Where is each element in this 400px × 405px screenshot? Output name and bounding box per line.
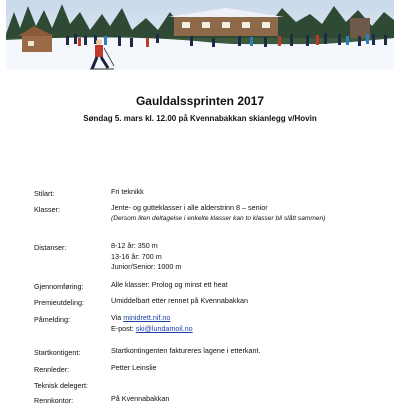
- label-klasser: Klasser:: [34, 205, 60, 214]
- value-gjennomforing: Alle klasser: Prolog og minst ett heat: [111, 280, 228, 289]
- email-prefix: E-post:: [111, 323, 136, 333]
- via-prefix: Via: [111, 313, 124, 322]
- klasser-text: Jente- og gutteklasser i alle alderstrinn 8 – senior: [111, 203, 268, 212]
- document-title: Gauldalssprinten 2017: [135, 94, 265, 108]
- label-rennleder: Rennleder:: [34, 365, 70, 374]
- ski-race-photo: [6, 0, 394, 70]
- label-premieutdeling: Premieutdeling:: [34, 298, 84, 307]
- value-pamelding: [111, 313, 193, 334]
- label-teknisk-delegert: Teknisk delegert:: [34, 381, 88, 390]
- distanse-line: 8-12 år: 350 m: [111, 241, 158, 250]
- label-stilart: Stilart:: [34, 189, 55, 198]
- label-rennkontor: Rennkontor:: [34, 396, 74, 405]
- value-rennleder: Petter Leinslie: [111, 363, 157, 372]
- label-distanser: Distanser:: [34, 243, 67, 252]
- distanse-line: 13-16 år: 700 m: [111, 251, 162, 261]
- label-gjennomforing: Gjennomføring:: [34, 282, 84, 291]
- email-link[interactable]: ski@lundamoil.no: [135, 323, 193, 333]
- value-startkontigent: Startkontingenten faktureres lagene i etterkant.: [111, 346, 261, 355]
- header-photo: [6, 0, 394, 70]
- distanse-line: Junior/Senior: 1000 m: [111, 262, 182, 271]
- label-pamelding: Påmelding:: [34, 315, 70, 324]
- value-distanser: [111, 241, 181, 273]
- value-stilart: Fri teknikk: [111, 187, 144, 196]
- label-startkontigent: Startkontigent:: [34, 348, 81, 357]
- value-klasser: [111, 203, 325, 224]
- klasser-note: (Dersom liten deltagelse i enkelte klasser kan to klasser bli slått sammen): [111, 214, 326, 222]
- value-rennkontor: På Kvennabakkan: [111, 394, 170, 403]
- minidrett-link[interactable]: minidrett.nif.no: [123, 313, 171, 322]
- event-subtitle: Søndag 5. mars kl. 12.00 på Kvennabakkan skianlegg v/Hovin: [83, 114, 317, 123]
- value-premieutdeling: Umiddelbart etter rennet på Kvennabakkan: [111, 296, 249, 305]
